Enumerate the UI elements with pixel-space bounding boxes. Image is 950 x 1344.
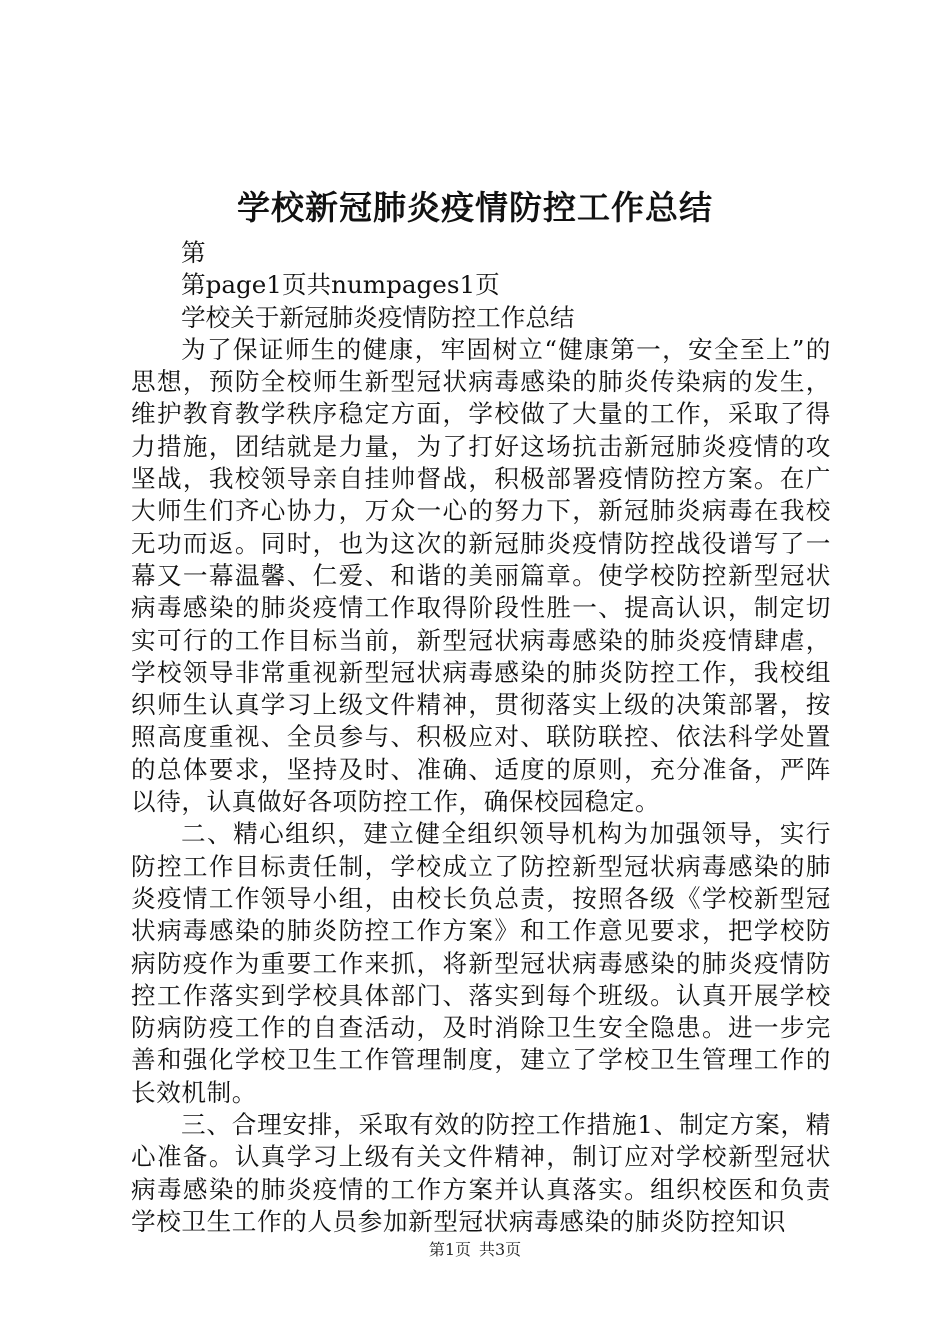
subtitle-line: 学校关于新冠肺炎疫情防控工作总结 bbox=[181, 302, 575, 332]
header-line-1: 第 bbox=[181, 238, 206, 267]
paragraph-3: 三、合理安排，采取有效的防控工作措施1、制定方案，精心准备。认真学习上级有关文件精神，制订应对学校新型冠状病毒感染的肺炎疫情的工作方案并认真落实。组织校医和负责学校卫生工作的人员参加新型冠状病毒感染的肺炎防控知识 bbox=[131, 1110, 831, 1236]
document-body bbox=[131, 237, 831, 1238]
paragraph-2: 二、精心组织，建立健全组织领导机构为加强领导，实行防控工作目标责任制，学校成立了防控新型冠状病毒感染的肺炎疫情工作领导小组，由校长负总责，按照各级《学校新型冠状病毒感染的肺炎防控工作方案》和工作意见要求，把学校防病防疫作为重要工作来抓，将新型冠状病毒感染的肺炎疫情防控工作落实到学校具体部门、落实到每个班级。认真开展学校防病防疫工作的自查活动，及时消除卫生安全隐患。进一步完善和强化学校卫生工作管理制度，建立了学校卫生管理工作的长效机制。 bbox=[131, 819, 831, 1107]
paragraph-1: 为了保证师生的健康，牢固树立“健康第一，安全至上”的思想，预防全校师生新型冠状病毒感染的肺炎传染病的发生，维护教育教学秩序稳定方面，学校做了大量的工作，采取了得力措施，团结就是力量，为了打好这场抗击新冠肺炎疫情的攻坚战，我校领导亲自挂帅督战，积极部署疫情防控方案。在广大师生们齐心协力，万众一心的努力下，新冠肺炎病毒在我校无功而返。同时，也为这次的新冠肺炎疫情防控战役谱写了一幕又一幕温馨、仁爱、和谐的美丽篇章。使学校防控新型冠状病毒感染的肺炎疫情工作取得阶段性胜一、提高认识，制定切实可行的工作目标当前，新型冠状病毒感染的肺炎疫情肆虐，学校领导非常重视新型冠状病毒感染的肺炎防控工作，我校组织师生认真学习上级文件精神，贯彻落实上级的决策部署，按照高度重视、全员参与、积极应对、联防联控、依法科学处置的总体要求，坚持及时、准确、适度的原则，充分准备，严阵以待，认真做好各项防控工作，确保校园稳定。 bbox=[131, 334, 831, 817]
page-footer bbox=[0, 1239, 950, 1261]
page-number: 第1页 bbox=[428, 1240, 471, 1259]
header-line-2: 第page1页共numpages1页 bbox=[181, 270, 500, 300]
page-total: 共3页 bbox=[479, 1240, 522, 1259]
document-title: 学校新冠肺炎疫情防控工作总结 bbox=[237, 188, 713, 227]
